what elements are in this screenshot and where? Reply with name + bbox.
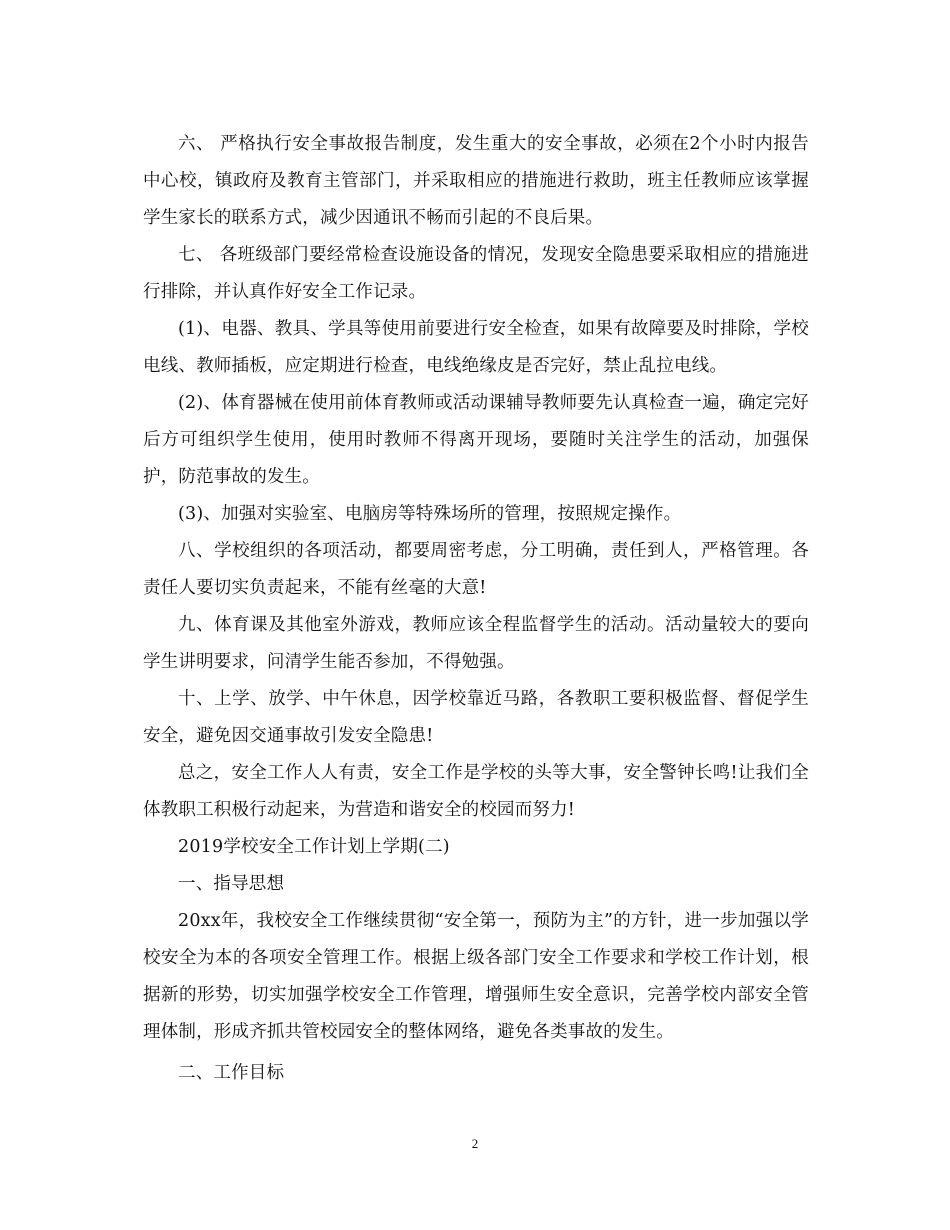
paragraph-section-nine: 九、体育课及其他室外游戏，教师应该全程监督学生的活动。活动量较大的要向学生讲明要求，问清学生能否参加，不得勉强。: [143, 615, 809, 672]
paragraph-section-seven: 七、 各班级部门要经常检查设施设备的情况，发现安全隐患要采取相应的措施进行排除，并认真作好安全工作记录。: [143, 245, 809, 302]
paragraph-item-2: (2)、体育器械在使用前体育教师或活动课辅导教师要先认真检查一遍，确定完好后方可组织学生使用，使用时教师不得离开现场，要随时关注学生的活动，加强保护，防范事故的发生。: [143, 393, 809, 487]
paragraph-section-eight: 八、学校组织的各项活动，都要周密考虑，分工明确，责任到人，严格管理。各责任人要切实负责起来，不能有丝毫的大意!: [143, 541, 809, 598]
paragraph-item-3: (3)、加强对实验室、电脑房等特殊场所的管理，按照规定操作。: [178, 504, 682, 524]
section-heading-plan-two: 2019学校安全工作计划上学期(二): [178, 837, 450, 857]
paragraph-section-ten: 十、上学、放学、中午休息，因学校靠近马路，各教职工要积极监督、督促学生安全，避免因交通事故引发安全隐患!: [143, 689, 809, 746]
paragraph-conclusion: 总之，安全工作人人有责，安全工作是学校的头等大事，安全警钟长鸣!让我们全体教职工积极行动起来，为营造和谐安全的校园而努力!: [143, 763, 809, 820]
document-body: [143, 126, 809, 1092]
paragraph-guiding-ideology: 20xx年，我校安全工作继续贯彻“安全第一，预防为主”的方针，进一步加强以学校安全为本的各项安全管理工作。根据上级各部门安全工作要求和学校工作计划，根据新的形势，切实加强学校安全工作管理，增强师生安全意识，完善学校内部安全管理体制，形成齐抓共管校园安全的整体网络，避免各类事故的发生。: [143, 911, 809, 1042]
heading-guiding-ideology: 一、指导思想: [178, 874, 285, 894]
heading-work-goals: 二、工作目标: [178, 1063, 285, 1083]
paragraph-item-1: (1)、电器、教具、学具等使用前要进行安全检查，如果有故障要及时排除，学校电线、教师插板，应定期进行检查，电线绝缘皮是否完好，禁止乱拉电线。: [143, 319, 809, 376]
paragraph-section-six: 六、 严格执行安全事故报告制度，发生重大的安全事故，必须在2个小时内报告中心校，镇政府及教育主管部门，并采取相应的措施进行救助，班主任教师应该掌握学生家长的联系方式，减少因通讯不畅而引起的不良后果。: [143, 134, 809, 228]
page-number: 2: [471, 1136, 479, 1151]
